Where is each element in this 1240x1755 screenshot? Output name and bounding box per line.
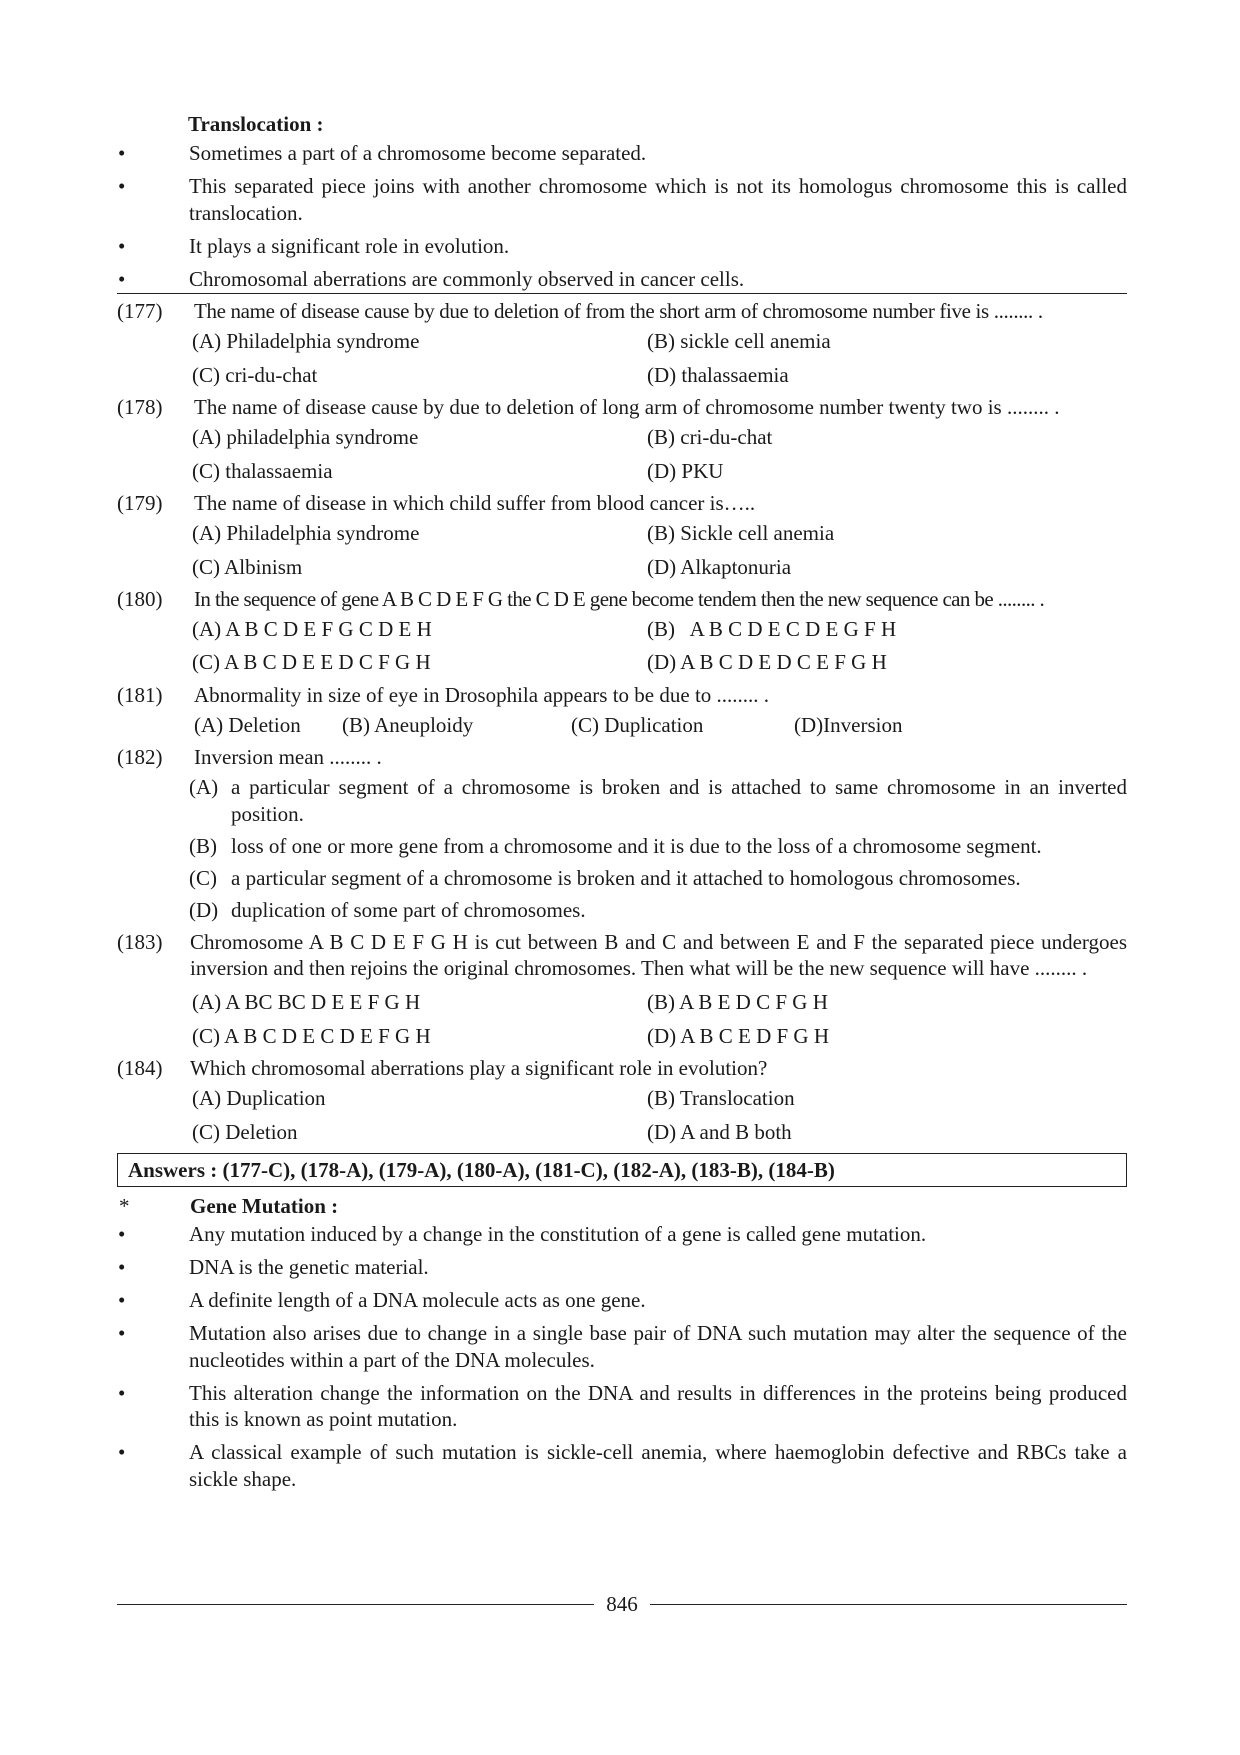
option-d: (D) A B C E D F G H (647, 1023, 830, 1048)
option-d: (D)Inversion (794, 712, 903, 737)
bullet-text: Any mutation induced by a change in the constitution of a gene is called gene mutation. (189, 1222, 927, 1247)
question-number: (182) (117, 745, 163, 770)
option-c: (C) Albinism (192, 554, 303, 579)
bullet-mark: • (118, 1255, 126, 1279)
question-number: (177) (117, 299, 163, 324)
bullet-mark: • (118, 1380, 126, 1405)
option-c: (C) A B C D E E D C F G H (192, 650, 431, 675)
bullet-item (117, 233, 1127, 260)
options-180 (192, 613, 1127, 680)
bullet-mark: • (118, 1222, 126, 1247)
bullet-text: A classical example of such mutation is sickle-cell anemia, where haemoglobin defective and RBCs take a sickle shape. (189, 1440, 1127, 1492)
answer-key-box: Answers : (177-C), (178-A), (179-A), (180-A), (181-C), (182-A), (183-B), (184-B) (117, 1153, 1127, 1187)
page-number: 846 (606, 1592, 638, 1616)
bullet-text: Sometimes a part of a chromosome become separated. (189, 141, 647, 165)
footer-rule-right (650, 1604, 1127, 1605)
bullet-text: This separated piece joins with another chromosome which is not its homologus chromosome this is called translocation. (189, 173, 1127, 225)
page-footer (117, 1591, 1127, 1618)
options-182 (117, 774, 1127, 923)
bullet-item (117, 1439, 1127, 1493)
bullet-item (117, 266, 1127, 293)
bullet-mark: • (118, 1440, 126, 1465)
option-b (189, 833, 1127, 860)
bullet-mark: • (118, 1320, 126, 1345)
option-a: (A) Duplication (192, 1086, 326, 1111)
gene-mutation-bullets (117, 1221, 1127, 1493)
option-label: (C) (189, 865, 217, 890)
option-c: (C) Duplication (571, 712, 704, 737)
option-c: (C) Deletion (192, 1119, 298, 1144)
question-text: Abnormality in size of eye in Drosophila appears to be due to ........ . (194, 682, 770, 707)
footer-rule-left (117, 1604, 594, 1605)
bullet-item (117, 1254, 1127, 1281)
option-label: (B) (189, 833, 217, 858)
option-a: (A) Philadelphia syndrome (192, 521, 420, 545)
option-c (189, 865, 1127, 892)
gene-mutation-heading: Gene Mutation : (190, 1194, 339, 1219)
option-d: (D) A and B both (647, 1119, 792, 1144)
option-b: (B) Translocation (647, 1086, 795, 1111)
question-182 (117, 744, 1127, 771)
option-a: (A) Philadelphia syndrome (192, 329, 420, 354)
bullet-item (117, 1287, 1127, 1314)
question-number: (181) (117, 682, 163, 707)
option-text: duplication of some part of chromosomes. (231, 897, 586, 922)
bullet-text: Chromosomal aberrations are commonly observed in cancer cells. (189, 266, 745, 291)
options-178 (192, 421, 1127, 488)
option-a: (A) A BC BC D E E F G H (192, 990, 421, 1015)
question-text: The name of disease cause by due to deletion of from the short arm of chromosome number five is ........ . (194, 299, 1043, 324)
options-177 (192, 325, 1127, 392)
option-label: (A) (189, 775, 219, 800)
option-text: a particular segment of a chromosome is broken and is attached to same chromosome in an inverted position. (231, 775, 1127, 826)
options-183 (192, 986, 1127, 1053)
bullet-mark: • (118, 173, 126, 198)
options-184 (192, 1082, 1127, 1149)
question-text: Chromosome A B C D E F G H is cut between B and C and between E and F the separated piece undergoes inversion and then rejoins the original chromosomes. Then what will be the new sequence will have ........ . (190, 929, 1127, 981)
bullet-text: It plays a significant role in evolution. (189, 233, 510, 258)
question-text: Inversion mean ........ . (194, 745, 382, 770)
option-b: (B) sickle cell anemia (647, 329, 831, 354)
option-b: (B) Aneuploidy (342, 712, 474, 737)
translocation-bullets (117, 140, 1127, 292)
option-d: (D) A B C D E D C E F G H (647, 650, 887, 675)
option-d: (D) Alkaptonuria (647, 554, 792, 579)
question-text: The name of disease cause by due to deletion of long arm of chromosome number twenty two is ........ . (194, 395, 1060, 420)
bullet-item (117, 1380, 1127, 1434)
section-divider (117, 293, 1127, 294)
question-number: (178) (117, 395, 163, 420)
option-d (189, 897, 1127, 924)
question-183 (117, 929, 1127, 983)
option-text: a particular segment of a chromosome is broken and it attached to homologous chromosomes. (231, 865, 1021, 890)
bullet-mark: • (118, 266, 126, 291)
question-180 (117, 586, 1127, 613)
question-number: (183) (117, 929, 163, 954)
question-179 (117, 490, 1127, 517)
bullet-text: A definite length of a DNA molecule acts as one gene. (189, 1287, 646, 1312)
bullet-item (117, 1221, 1127, 1248)
option-b: (B) cri-du-chat (647, 425, 773, 450)
option-a (189, 774, 1127, 828)
bullet-text: Mutation also arises due to change in a single base pair of DNA such mutation may alter the sequence of the nucleotides within a part of the DNA molecules. (189, 1320, 1127, 1372)
star-mark: * (119, 1194, 130, 1219)
option-a: (A) philadelphia syndrome (192, 425, 419, 450)
bullet-item (117, 140, 1127, 167)
question-number: (179) (117, 491, 163, 516)
option-c: (C) thalassaemia (192, 458, 333, 483)
bullet-mark: • (118, 1287, 126, 1312)
question-181 (117, 682, 1127, 709)
option-b: (B) A B C D E C D E G F H (647, 616, 897, 641)
question-178 (117, 394, 1127, 421)
translocation-heading: Translocation : (188, 112, 324, 136)
bullet-item (117, 1320, 1127, 1374)
bullet-mark: • (118, 233, 126, 258)
question-177 (117, 298, 1127, 325)
options-181 (194, 709, 1127, 743)
option-c: (C) cri-du-chat (192, 362, 318, 387)
options-179 (192, 517, 1127, 584)
option-a: (A) A B C D E F G C D E H (192, 616, 432, 641)
bullet-text: DNA is the genetic material. (189, 1255, 429, 1279)
question-text: In the sequence of gene A B C D E F G the C D E gene become tendem then the new sequence can be ........ . (194, 587, 1045, 611)
option-text: loss of one or more gene from a chromosome and it is due to the loss of a chromosome segment. (231, 833, 1042, 858)
bullet-item (117, 173, 1127, 227)
question-184 (117, 1055, 1127, 1082)
option-b: (B) Sickle cell anemia (647, 521, 835, 545)
content (117, 108, 1127, 1499)
question-number: (180) (117, 587, 163, 611)
question-text: Which chromosomal aberrations play a significant role in evolution? (190, 1056, 768, 1081)
option-a: (A) Deletion (194, 712, 301, 737)
question-number: (184) (117, 1056, 163, 1081)
option-c: (C) A B C D E C D E F G H (192, 1023, 431, 1048)
option-d: (D) PKU (647, 458, 724, 483)
bullet-mark: • (118, 141, 126, 165)
option-d: (D) thalassaemia (647, 362, 789, 387)
gene-mutation-heading-row (117, 1191, 1127, 1221)
option-label: (D) (189, 897, 219, 922)
question-text: The name of disease in which child suffer from blood cancer is….. (194, 491, 756, 516)
option-b: (B) A B E D C F G H (647, 990, 828, 1015)
bullet-text: This alteration change the information on the DNA and results in differences in the proteins being produced this is known as point mutation. (189, 1380, 1127, 1432)
